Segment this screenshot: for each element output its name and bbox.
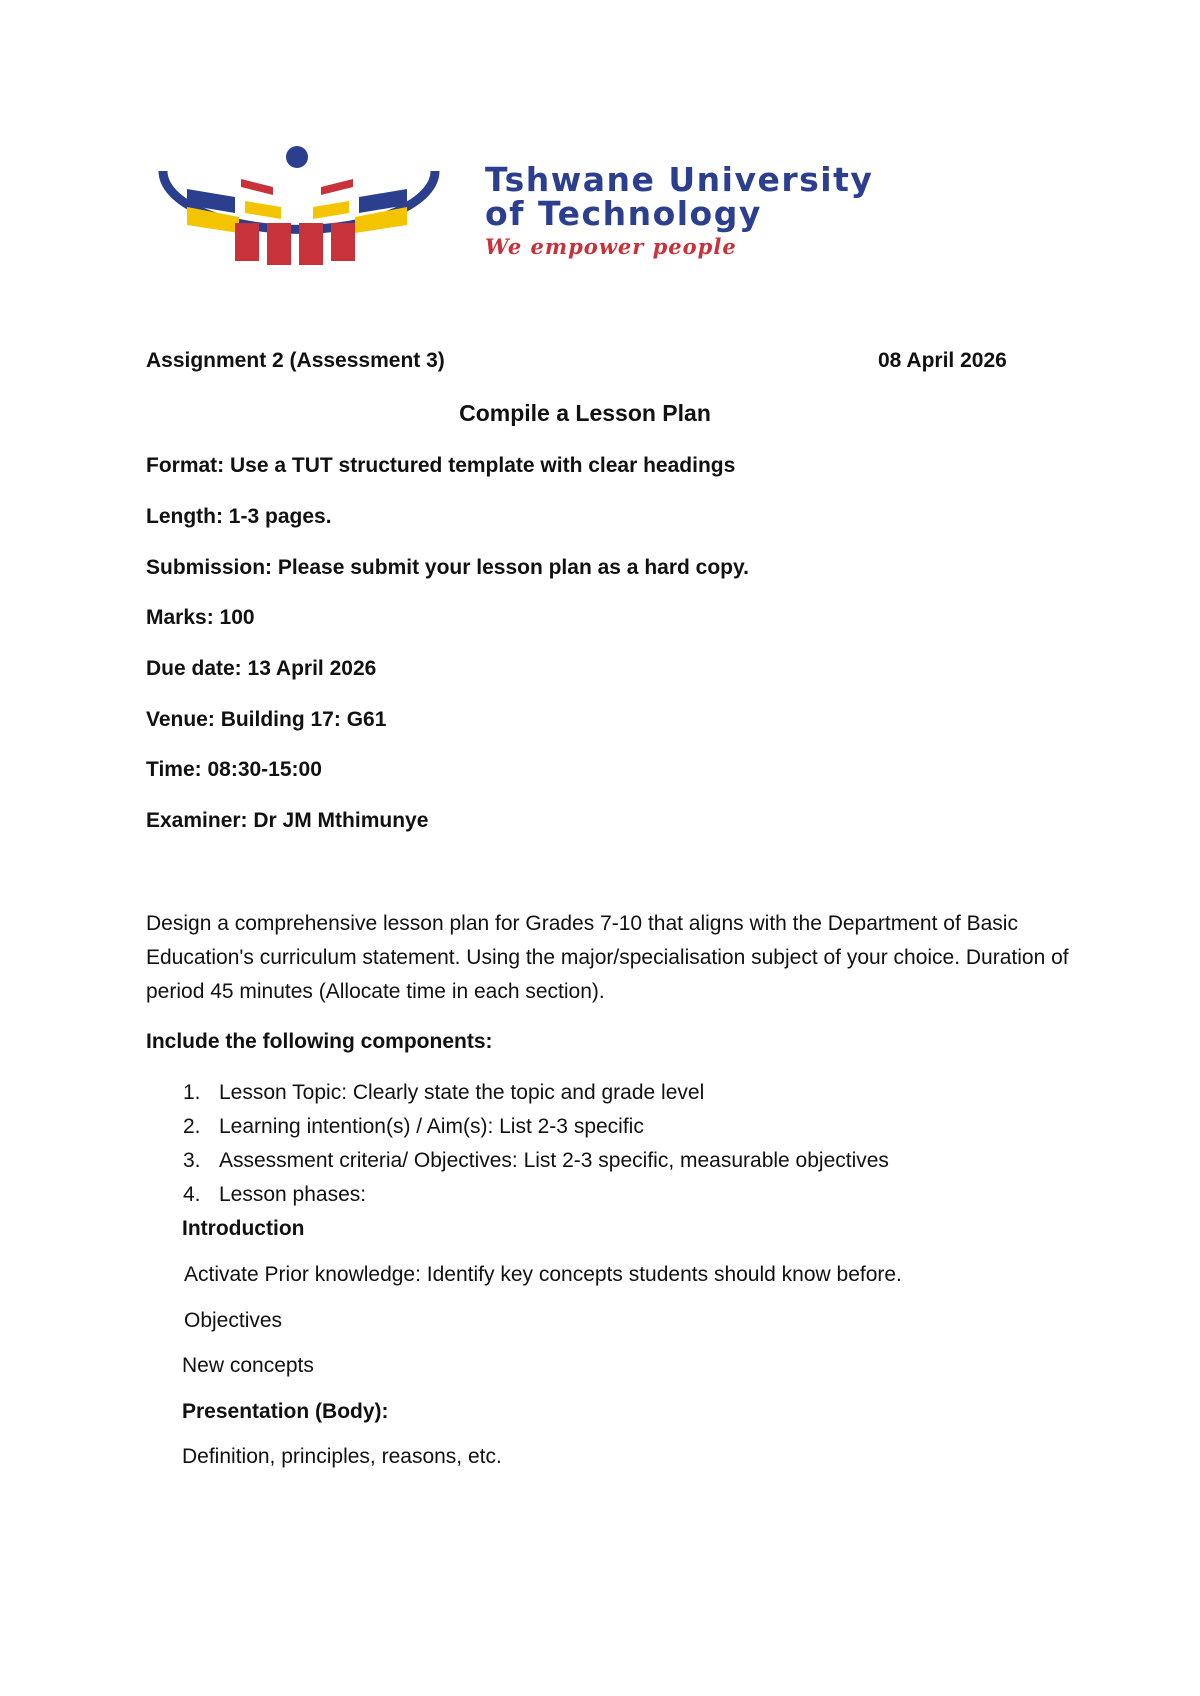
assignment-date: 08 April 2026 [878,349,1007,372]
detail-submission: Submission: Please submit your lesson plan as a hard copy. [146,556,749,579]
detail-format: Format: Use a TUT structured template with clear headings [146,454,736,477]
components-heading: Include the following components: [146,1030,493,1053]
logo-tagline: We empower people [485,234,737,259]
list-text: Lesson Topic: Clearly state the topic and grade level [219,1081,705,1104]
detail-length: Length: 1-3 pages. [146,505,332,528]
logo-name-line1: Tshwane University [485,160,874,199]
presentation-heading: Presentation (Body): [182,1400,389,1423]
list-item [183,1182,366,1208]
detail-examiner: Examiner: Dr JM Mthimunye [146,809,429,832]
list-number: 3. [183,1149,201,1172]
detail-due-date: Due date: 13 April 2026 [146,657,377,680]
university-logo [145,145,1065,275]
detail-venue: Venue: Building 17: G61 [146,708,387,731]
logo-name-line2: of Technology [485,194,762,233]
assignment-label: Assignment 2 (Assessment 3) [146,349,445,372]
list-number: 2. [183,1115,201,1138]
introduction-item: New concepts [182,1354,314,1377]
list-item [183,1148,889,1174]
list-text: Learning intention(s) / Aim(s): List 2-3 specific [219,1115,644,1138]
presentation-text: Definition, principles, reasons, etc. [182,1445,502,1468]
page-title: Compile a Lesson Plan [459,400,711,426]
list-text: Assessment criteria/ Objectives: List 2-3 specific, measurable objectives [219,1149,889,1172]
list-item [183,1114,644,1140]
instructions-paragraph: Design a comprehensive lesson plan for Grades 7-10 that aligns with the Department of Basic Education's curriculum statement. Using the major/specialisation subject of your choice. Duration of period 45 minutes (Allocate time in each section). [146,912,1069,1003]
list-number: 4. [183,1183,201,1206]
detail-marks: Marks: 100 [146,606,255,629]
introduction-heading: Introduction [182,1217,305,1240]
list-text: Lesson phases: [219,1183,367,1206]
detail-time: Time: 08:30-15:00 [146,758,322,781]
introduction-item: Objectives [184,1309,283,1332]
introduction-item: Activate Prior knowledge: Identify key concepts students should know before. [184,1263,902,1286]
list-number: 1. [183,1081,201,1104]
tut-emblem-icon [145,145,455,275]
list-item [183,1080,704,1106]
